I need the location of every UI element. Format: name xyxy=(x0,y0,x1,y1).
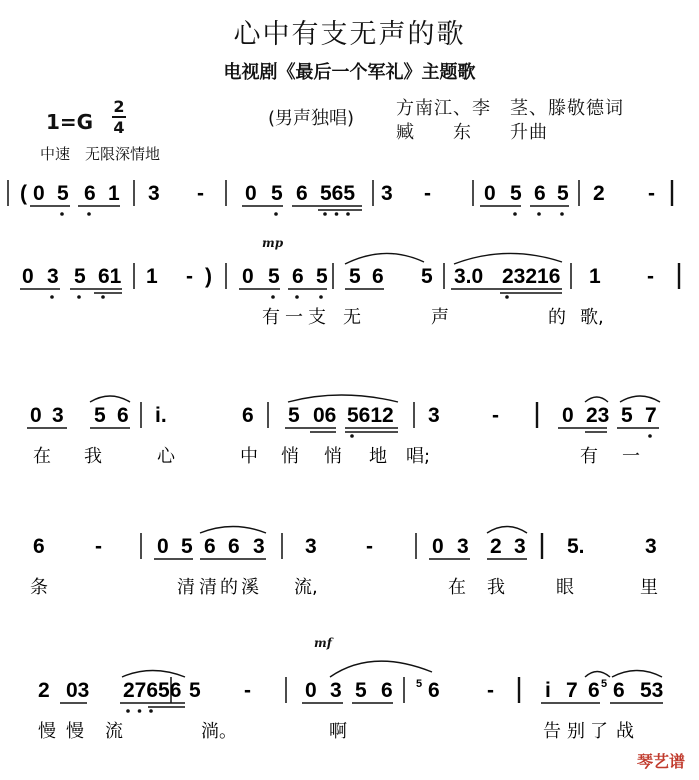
dash-hold: - xyxy=(366,535,373,558)
lyric-syllable: 眼 xyxy=(556,577,574,598)
note: 3 xyxy=(305,535,317,558)
lyric-syllable: 条 xyxy=(30,577,48,598)
lyric-syllable: 里 xyxy=(640,577,658,598)
note: 23 xyxy=(586,404,610,427)
lyric-syllable: 告 xyxy=(543,721,561,742)
note: 5 xyxy=(94,404,106,427)
note: 6 xyxy=(204,535,216,558)
lyric-syllable: 心 xyxy=(157,446,175,467)
lyric-syllable: 声 xyxy=(431,307,449,328)
dash-hold: - xyxy=(424,182,431,205)
note: 0 xyxy=(305,679,317,702)
lyric-syllable: 在 xyxy=(448,577,466,598)
note: 5 xyxy=(316,265,328,288)
lyric-syllable: 悄 xyxy=(281,446,299,467)
note: 5 xyxy=(268,265,280,288)
octave-dot xyxy=(77,295,81,299)
octave-dot xyxy=(50,295,54,299)
note: 0 xyxy=(30,404,42,427)
dash-hold: - xyxy=(197,182,204,205)
score-content xyxy=(8,180,679,742)
dynamic-mp: mp xyxy=(262,236,284,250)
octave-dot xyxy=(138,709,142,713)
octave-dot xyxy=(319,295,323,299)
meter-bottom: 4 xyxy=(113,118,125,137)
octave-dot xyxy=(60,212,64,216)
lyric-syllable: 悄 xyxy=(324,446,342,467)
lyric-syllable: 流 xyxy=(105,721,123,742)
note: 1 xyxy=(146,265,158,288)
note: 2 xyxy=(490,535,502,558)
octave-dot xyxy=(648,434,652,438)
lyric-syllable: 唱; xyxy=(406,446,431,467)
dash-hold: - xyxy=(492,404,499,427)
note: 6 xyxy=(381,679,393,702)
watermark-logo: 琴艺谱 xyxy=(636,752,685,771)
note: 6 xyxy=(428,679,440,702)
dash-hold: - xyxy=(647,265,654,288)
note: 3 xyxy=(47,265,59,288)
note: 7 xyxy=(566,679,578,702)
octave-dot xyxy=(271,295,275,299)
octave-dot xyxy=(149,709,153,713)
octave-dot xyxy=(126,709,130,713)
lyric-syllable: 一 xyxy=(285,307,303,328)
tempo-marking: 中速 无限深情地 xyxy=(40,145,161,163)
note: 5 xyxy=(288,404,300,427)
note: 6 xyxy=(117,404,129,427)
meter-top: 2 xyxy=(113,97,125,116)
lyric-syllable: 有 xyxy=(580,446,598,467)
lyricist-credit: 方南江、李 茎、滕敬德词 xyxy=(396,98,624,119)
note: 7 xyxy=(645,404,657,427)
lyric-syllable: 一 xyxy=(622,446,640,467)
note: 6 xyxy=(372,265,384,288)
key-signature: 1=G xyxy=(46,110,94,134)
lyric-syllable: 我 xyxy=(487,577,505,598)
lyric-syllable: 慢 xyxy=(66,721,84,742)
note: 0 xyxy=(562,404,574,427)
note: 3 xyxy=(645,535,657,558)
note: 0 xyxy=(484,182,496,205)
note: i. xyxy=(155,404,167,427)
note: 2 xyxy=(593,182,605,205)
note: 5. xyxy=(567,535,585,558)
note: 0 xyxy=(432,535,444,558)
note: 6 xyxy=(296,182,308,205)
note: 5 xyxy=(349,265,361,288)
note: 23216 xyxy=(502,265,561,288)
song-subtitle: 电视剧《最后一个军礼》主题歌 xyxy=(223,62,476,83)
paren-close: ) xyxy=(205,265,212,288)
note: 5 xyxy=(74,265,86,288)
note: 5 xyxy=(271,182,283,205)
lyric-syllable: 清 xyxy=(177,577,195,598)
note: 6 xyxy=(613,679,625,702)
note: 5 xyxy=(189,679,201,702)
note: 6 xyxy=(33,535,45,558)
note: 5612 xyxy=(347,404,394,427)
lyric-syllable: 歌, xyxy=(580,307,604,328)
note: 0 xyxy=(242,265,254,288)
note: 3 xyxy=(330,679,342,702)
dash-hold: - xyxy=(244,679,251,702)
note: 5 xyxy=(57,182,69,205)
octave-dot xyxy=(346,212,350,216)
song-title: 心中有支无声的歌 xyxy=(233,19,466,50)
note: 3 xyxy=(253,535,265,558)
lyric-syllable: 的 xyxy=(548,307,566,328)
lyric-syllable: 我 xyxy=(84,446,102,467)
lyric-syllable: 淌。 xyxy=(201,721,237,742)
lyric-syllable: 无 xyxy=(343,307,361,328)
note: 5 xyxy=(557,182,569,205)
lyric-syllable: 溪 xyxy=(241,577,259,598)
note: 0 xyxy=(22,265,34,288)
voice-label: (男声独唱) xyxy=(268,108,355,129)
note: 0 xyxy=(245,182,257,205)
note: 6 xyxy=(228,535,240,558)
paren-open: ( xyxy=(20,182,27,205)
note: 6 xyxy=(292,265,304,288)
octave-dot xyxy=(323,212,327,216)
lyric-syllable: 别 xyxy=(567,721,585,742)
note: 6 xyxy=(242,404,254,427)
note: 3 xyxy=(514,535,526,558)
dynamic-mf: mf xyxy=(314,636,332,650)
lyric-syllable: 中 xyxy=(240,446,258,467)
composer-credit: 臧 东 升曲 xyxy=(396,122,548,143)
lyric-syllable: 有 xyxy=(262,307,280,328)
note: 03 xyxy=(66,679,90,702)
note: 3 xyxy=(52,404,64,427)
lyric-syllable: 地 xyxy=(369,446,387,467)
note: 53 xyxy=(640,679,664,702)
note: 06 xyxy=(313,404,337,427)
note: 0 xyxy=(157,535,169,558)
note: 5 xyxy=(421,265,433,288)
dash-hold: - xyxy=(95,535,102,558)
note: 1 xyxy=(108,182,120,205)
dash-hold: - xyxy=(186,265,193,288)
note: 6 xyxy=(588,679,600,702)
note: 5 xyxy=(181,535,193,558)
lyric-syllable: 啊 xyxy=(329,721,347,742)
note: 3 xyxy=(148,182,160,205)
note: 5 xyxy=(355,679,367,702)
note: 3 xyxy=(457,535,469,558)
note: 6 xyxy=(534,182,546,205)
octave-dot xyxy=(87,212,91,216)
octave-dot xyxy=(513,212,517,216)
note: 3.0 xyxy=(454,265,484,288)
lyric-syllable: 流, xyxy=(294,577,318,598)
note: 3 xyxy=(381,182,393,205)
note: 565 xyxy=(320,182,356,205)
note: 6 xyxy=(84,182,96,205)
note: i xyxy=(545,679,551,702)
note: 0 xyxy=(33,182,45,205)
note: 1 xyxy=(589,265,601,288)
note: 2 xyxy=(38,679,50,702)
lyric-syllable: 的 xyxy=(220,577,238,598)
octave-dot xyxy=(505,295,509,299)
lyric-syllable: 支 xyxy=(308,307,326,328)
dash-hold: - xyxy=(648,182,655,205)
lyric-syllable: 战 xyxy=(616,721,634,742)
dash-hold: - xyxy=(487,679,494,702)
lyric-syllable: 在 xyxy=(33,446,51,467)
octave-dot xyxy=(350,434,354,438)
grace-note: 5 xyxy=(601,678,608,690)
octave-dot xyxy=(537,212,541,216)
note: 27656 xyxy=(123,679,182,702)
octave-dot xyxy=(295,295,299,299)
grace-note: 5 xyxy=(416,678,423,690)
note: 5 xyxy=(510,182,522,205)
lyric-syllable: 了 xyxy=(590,721,608,742)
octave-dot xyxy=(274,212,278,216)
octave-dot xyxy=(101,295,105,299)
lyric-syllable: 慢 xyxy=(38,721,56,742)
note: 3 xyxy=(428,404,440,427)
note: 61 xyxy=(98,265,122,288)
lyric-syllable: 清 xyxy=(199,577,217,598)
octave-dot xyxy=(560,212,564,216)
note: 5 xyxy=(621,404,633,427)
octave-dot xyxy=(335,212,339,216)
